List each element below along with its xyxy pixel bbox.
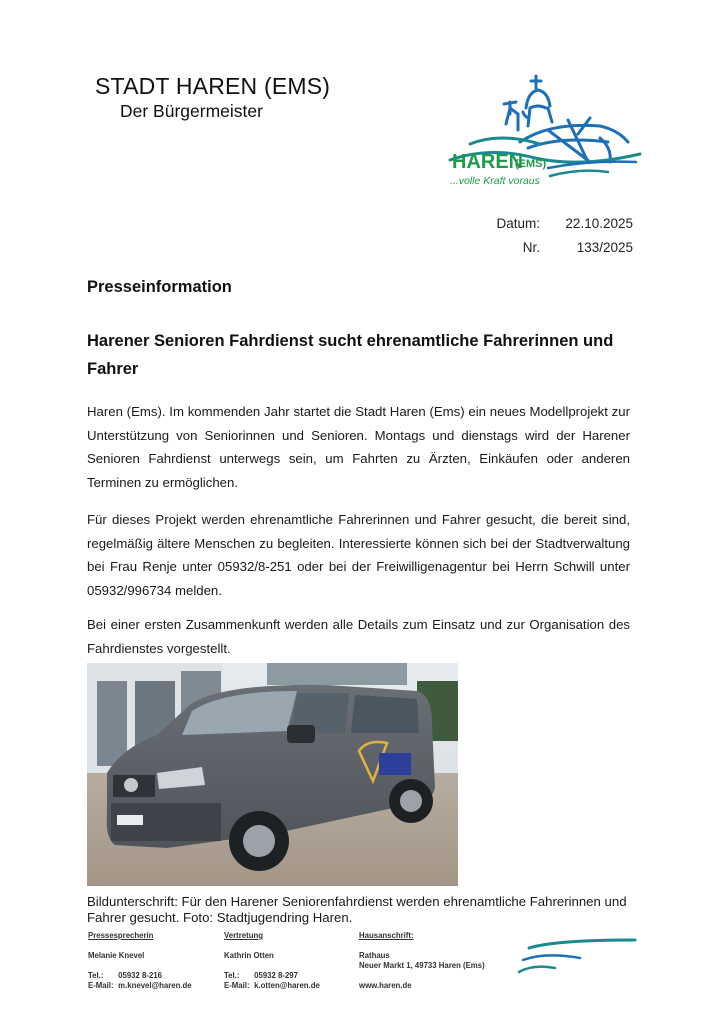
deputy-email-link[interactable]: k.otten@haren.de [254, 981, 320, 990]
deputy-heading: Vertretung [224, 931, 263, 940]
paragraph: Bei einer ersten Zusammenkunft werden alle Details zum Einsatz und zur Organisation des Fahrdienstes vorgestellt. [87, 617, 630, 656]
logo-slogan: ...volle Kraft voraus [450, 175, 540, 187]
number-label: Nr. [522, 240, 540, 255]
headline: Harener Senioren Fahrdienst sucht ehrenamtliche Fahrerinnen und Fahrer [87, 332, 614, 378]
date-label: Datum: [496, 216, 540, 231]
press-tel-label: Tel.: [88, 971, 104, 980]
haren-logo [440, 64, 650, 190]
deputy-name: Kathrin Otten [224, 951, 274, 960]
paragraph: Haren (Ems). Im kommenden Jahr startet die Stadt Haren (Ems) ein neues Modellprojekt zur Unterstützung von Seniorinnen und Senioren. Montags und dienstags wird der Harener Senioren Fahrdienst unterwegs sein, um Fahrten zu Ärzten, Einkäufen oder anderen Terminen zu ermöglichen. [87, 404, 630, 490]
department-name: Der Bürgermeister [120, 101, 263, 121]
footer-waves [515, 936, 640, 978]
address-line1: Rathaus [359, 951, 390, 960]
document-type: Presseinformation [87, 278, 232, 296]
van-photo-icon [87, 663, 458, 886]
deputy-email-label: E-Mail: [224, 981, 250, 990]
waves-icon [515, 936, 640, 978]
address-line2: Neuer Markt 1, 49733 Haren (Ems) [359, 961, 485, 970]
press-tel: 05932 8-216 [118, 971, 162, 980]
date-value: 22.10.2025 [565, 216, 633, 231]
press-email-link[interactable]: m.knevel@haren.de [118, 981, 192, 990]
address-heading: Hausanschrift: [359, 931, 414, 940]
deputy-tel: 05932 8-297 [254, 971, 298, 980]
press-name: Melanie Knevel [88, 951, 145, 960]
number-value: 133/2025 [576, 240, 633, 255]
photo-caption: Bildunterschrift: Für den Harener Seniorenfahrdienst werden ehrenamtliche Fahrerinnen und Fahrer gesucht. Foto: Stadtjugendring Haren. [87, 894, 627, 925]
organization-name: STADT HAREN (EMS) [95, 73, 331, 99]
van-photo [87, 663, 458, 886]
logo-wordmark-suffix: (EMS) [515, 158, 547, 170]
paragraph: Für dieses Projekt werden ehrenamtliche Fahrerinnen und Fahrer gesucht, die bereit sind, regelmäßig ältere Menschen zu begleiten. Interessierte können sich bei der Stadtverwaltung bei Frau Renje unter 05932/8-251 oder bei der Freiwilligenagentur bei Herrn Schwill unter 05932/996734 melden. [87, 512, 630, 598]
deputy-tel-label: Tel.: [224, 971, 240, 980]
website-link[interactable]: www.haren.de [359, 981, 412, 990]
haren-city-logo-icon [440, 64, 650, 190]
logo-wordmark: HAREN [452, 151, 524, 173]
press-heading: Pressesprecherin [88, 931, 154, 940]
press-email-label: E-Mail: [88, 981, 114, 990]
